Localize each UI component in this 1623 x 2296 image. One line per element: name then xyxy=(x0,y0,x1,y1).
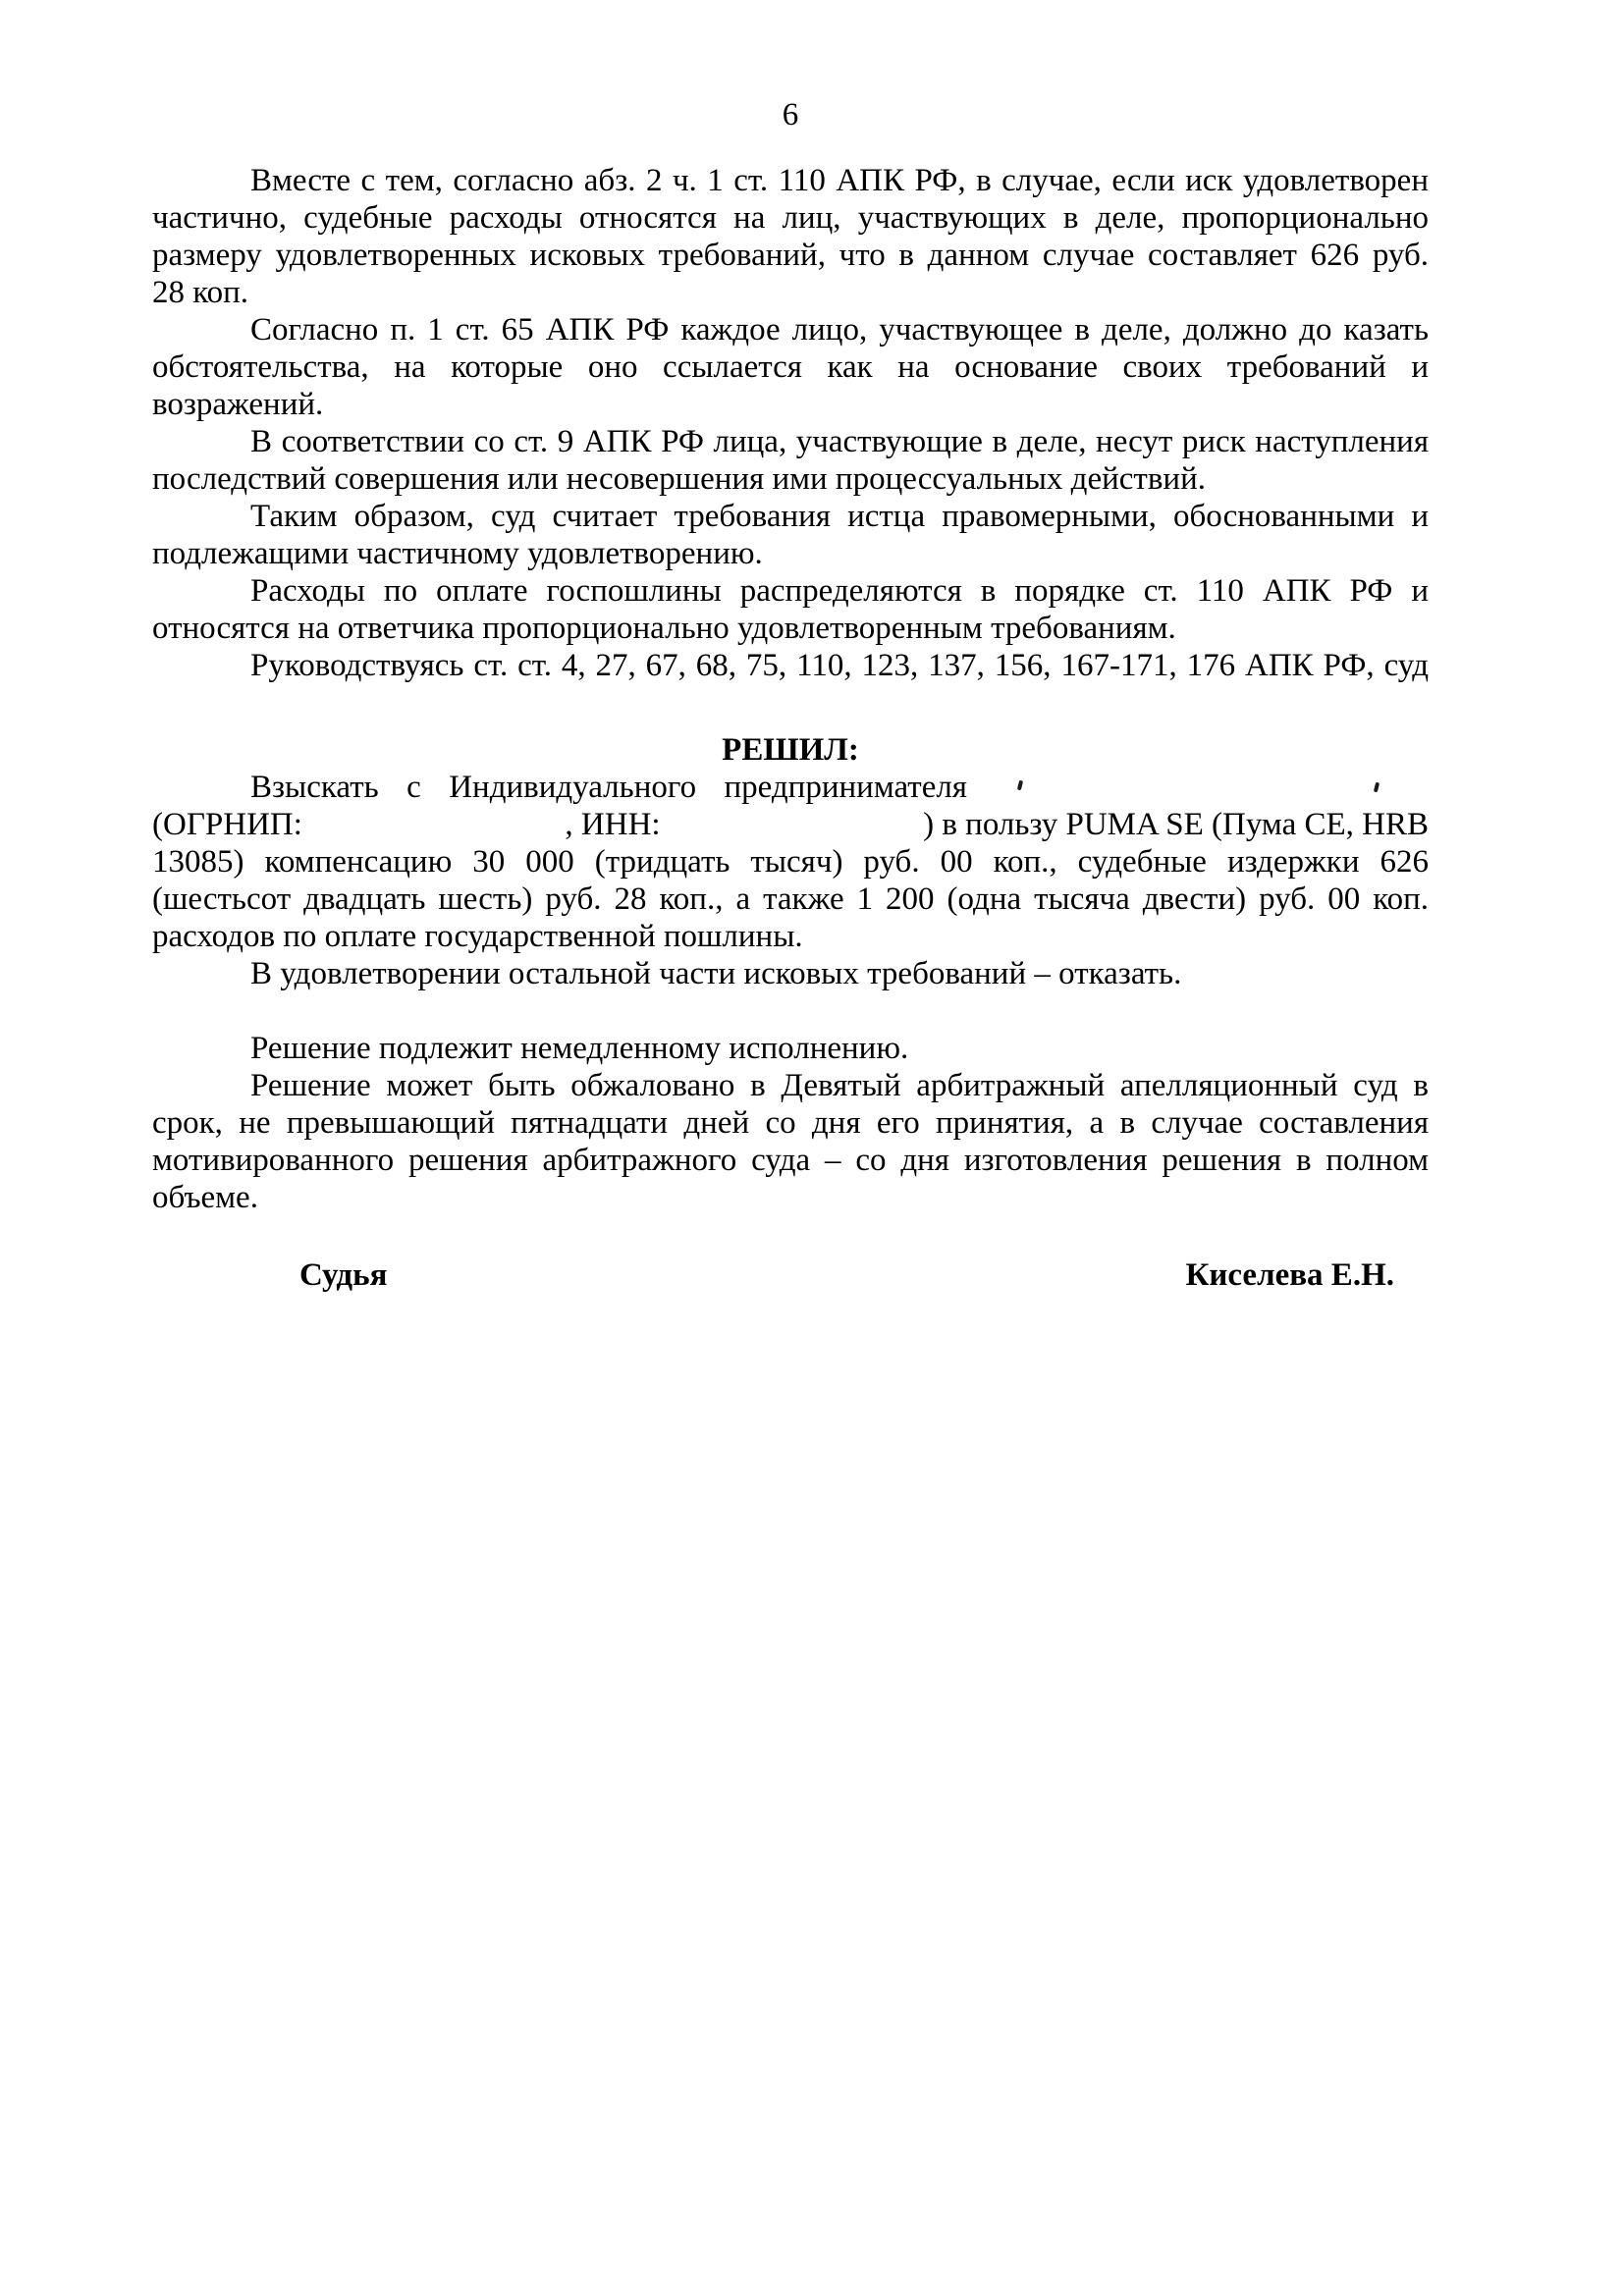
ogrnip-label: (ОГРНИП: xyxy=(152,807,302,842)
text-line: частично, судебные расходы относятся на лиц, участвующих в деле, пропорционально xyxy=(152,200,1429,236)
text-line-redacted-ids xyxy=(152,806,1429,843)
text-line: относятся на ответчика пропорционально удовлетворенным требованиям. xyxy=(152,611,1176,646)
text-line: Решение подлежит немедленному исполнению. xyxy=(250,1031,909,1066)
page-number: 6 xyxy=(782,97,799,133)
paragraph-court-conclusion xyxy=(152,498,1429,572)
text-line: обстоятельства, на которые оно ссылается как на основание своих требований и xyxy=(152,349,1429,385)
inn-label: , ИНН: xyxy=(565,807,661,842)
text-line: Расходы по оплате госпошлины распределяются в порядке ст. 110 АПК РФ и xyxy=(250,573,1429,609)
redacted-name-blank xyxy=(967,796,1429,797)
signature-row xyxy=(152,1256,1429,1294)
text-line: подлежащими частичному удовлетворению. xyxy=(152,536,763,571)
beneficiary-text: ) в пользу PUMA SE (Пума СЕ, HRB xyxy=(923,807,1430,842)
text-line: 13085) компенсацию 30 000 (тридцать тысяч) руб. 00 коп., судебные издержки 626 xyxy=(152,844,1429,880)
paragraph-appeal xyxy=(152,1067,1429,1216)
text-line: расходов по оплате государственной пошлины. xyxy=(152,919,803,954)
text-line: возражений. xyxy=(152,387,324,422)
judge-role-label: Судья xyxy=(299,1257,388,1293)
text-line: мотивированного решения арбитражного суда – со дня изготовления решения в полном xyxy=(152,1143,1429,1178)
text-line: Решение может быть обжаловано в Девятый арбитражный апелляционный суд в xyxy=(250,1068,1429,1103)
text-line: Руководствуясь ст. ст. 4, 27, 67, 68, 75, 110, 123, 137, 156, 167-171, 176 АПК РФ, суд xyxy=(250,648,1429,683)
text-line: размеру удовлетворенных исковых требований, что в данном случае составляет 626 руб. xyxy=(152,238,1429,273)
text-line: объеме. xyxy=(152,1180,258,1215)
text-line: (шестьсот двадцать шесть) руб. 28 коп., а также 1 200 (одна тысяча двести) руб. 00 коп. xyxy=(152,881,1429,917)
paragraph-procedural-risk xyxy=(152,423,1429,498)
ruling-line1-text: Взыскать с Индивидуального предпринимателя xyxy=(250,770,967,805)
text-line: последствий совершения или несовершения ими процессуальных действий. xyxy=(152,461,1206,497)
paragraph-ruling xyxy=(152,769,1429,955)
text-line: срок, не превышающий пятнадцати дней со дня его принятия, а в случае составления xyxy=(152,1105,1429,1141)
text-line xyxy=(152,769,1429,806)
judge-name: Киселева Е.Н. xyxy=(1185,1257,1394,1293)
text-line: Таким образом, суд считает требования истца правомерными, обоснованными и xyxy=(250,499,1429,534)
text-line: В соответствии со ст. 9 АПК РФ лица, участвующие в деле, несут риск наступления xyxy=(250,424,1429,459)
text-line: 28 коп. xyxy=(152,275,249,310)
text-line: Согласно п. 1 ст. 65 АПК РФ каждое лицо, участвующее в деле, должно до казать xyxy=(250,312,1429,347)
paragraph-guided-by xyxy=(152,647,1429,684)
paragraph-costs-partial xyxy=(152,162,1429,311)
text-line: В удовлетворении остальной части исковых требований – отказать. xyxy=(250,956,1182,991)
paragraph-fee-distribution xyxy=(152,572,1429,647)
paragraph-immediate-execution xyxy=(152,1030,1429,1067)
paragraph-burden-of-proof xyxy=(152,311,1429,423)
text-line: Вместе с тем, согласно абз. 2 ч. 1 ст. 110 АПК РФ, в случае, если иск удовлетворен xyxy=(250,163,1429,198)
paragraph-refusal xyxy=(152,955,1429,992)
ruling-heading: РЕШИЛ: xyxy=(722,732,859,768)
